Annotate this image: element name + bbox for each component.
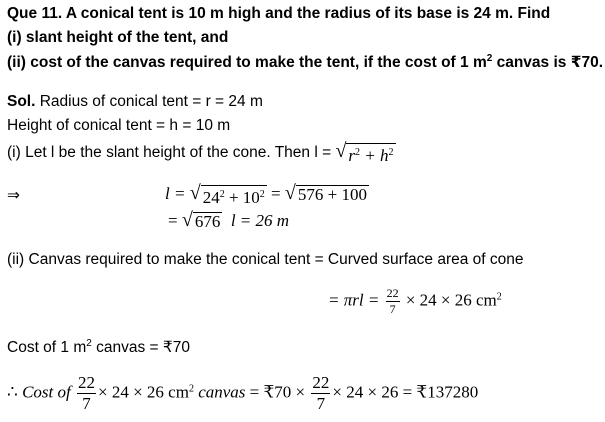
fraction-22-7 [386,286,400,317]
therefore-symbol: ∴ [7,382,18,402]
eq2-result: l = 26 m [222,211,290,230]
eq1-a: 24 [202,188,220,207]
eq2-root-value: 676 [194,212,221,231]
eq1-equals: = [266,184,285,203]
slant-formula: √ $r^2 + h^2$ [335,140,394,165]
csa-rhs: × 24 × 26 cm [401,290,497,310]
fraction-22-7 [311,373,330,414]
eq1-lhs: l = [165,184,190,203]
eq2-equals: = [168,211,182,230]
square: 2 [219,189,225,200]
question-part-2-text: (ii) cost of the canvas required to make the tent, if the cost of 1 m [7,54,487,71]
final-rhs: × 24 × 26 = ₹137280 [332,382,479,402]
square: 2 [259,189,265,200]
final-equals: = ₹70 × [245,382,310,402]
question-part-2 [7,53,603,72]
final-equation [7,373,478,414]
csa-equation [328,286,502,317]
csa-lhs: = πrl = [328,290,384,310]
final-lhs: Cost of [17,382,75,402]
slant-intro-line [7,140,396,165]
cost-unit-post: canvas = ₹70 [91,339,190,356]
square: 2 [496,291,502,303]
superscript: 2 [486,53,493,64]
slant-intro-text: (i) Let l be the slant height of the cone. Then l = [7,144,336,161]
implies-symbol: ⇒ [7,187,20,204]
eq1-b: + 10 [224,188,260,207]
cost-unit-pre: Cost of 1 m [7,339,87,356]
fraction-denominator: 7 [82,394,91,413]
cost-unit-line [7,338,190,357]
formula-r: r [348,146,356,165]
formula-h: + h [360,146,389,165]
square: 2 [188,383,194,395]
height-line: Height of conical tent = h = 10 m [7,117,231,134]
eq1-root-1: √ $24^2 + 10^2$ [189,182,265,207]
square: 2 [388,147,394,158]
square: 2 [86,338,92,349]
eq2-root: √ 676 [181,209,221,231]
radius-line [7,93,263,111]
sol-label: Sol. [7,93,36,110]
question-part-2-tail: canvas is ₹70. [492,54,604,71]
equation-2 [168,211,289,231]
final-canvas-word: canvas [193,382,246,402]
eq1-root-2: √ 576 + 100 [284,182,367,204]
equation-1 [165,184,369,207]
fraction-denominator: 7 [316,394,326,413]
fraction-denominator: 7 [389,302,396,316]
eq1-c: 576 + 100 [297,185,367,204]
fraction-numerator: 22 [386,286,399,300]
square: 2 [355,147,361,158]
fraction-numerator: 22 [312,373,330,392]
radius-text: Radius of conical tent = r = 24 m [35,93,263,110]
fraction-numerator: 22 [77,373,95,392]
question-part-1: (i) slant height of the tent, and [7,29,229,46]
question-title: Que 11. A conical tent is 10 m high and the radius of its base is 24 m. Find [7,5,551,22]
final-mid: × 24 × 26 cm [97,382,189,402]
fraction-22-7 [77,373,96,414]
canvas-line: (ii) Canvas required to make the conical tent = Curved surface area of cone [7,251,524,268]
